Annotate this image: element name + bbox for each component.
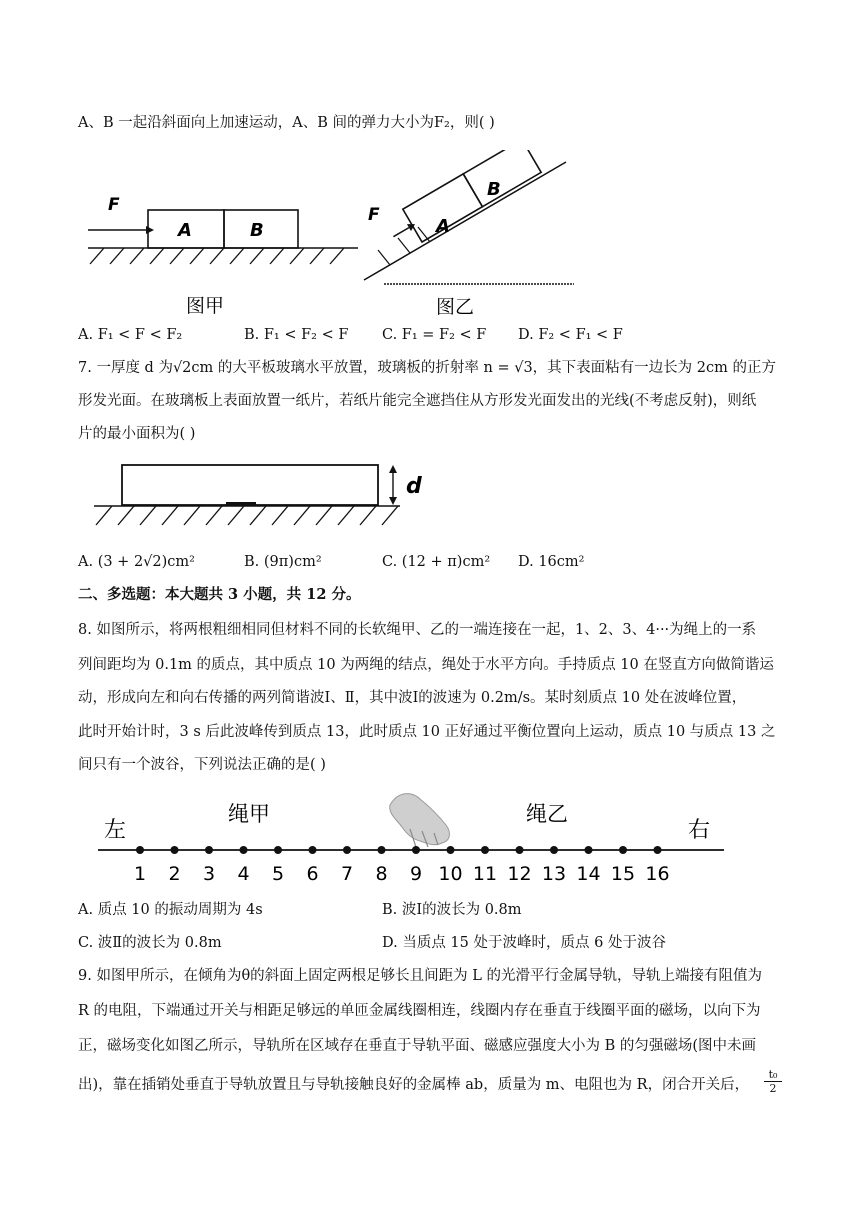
rope-figure — [90, 785, 730, 890]
q9-line-2: R 的电阻，下端通过开关与相距足够远的单匝金属线圈相连，线圈内存在垂直于线圈平面的磁场，以向下为 — [78, 1003, 761, 1019]
rope-points — [134, 846, 670, 885]
rope-point-6 — [309, 846, 317, 854]
rope-point-11 — [481, 846, 489, 854]
rope-point-label-4: 4 — [237, 863, 250, 885]
thickness-label: d — [406, 474, 422, 499]
rope-point-1 — [136, 846, 144, 854]
block-a-label: A — [436, 216, 450, 237]
rope-point-16 — [654, 846, 662, 854]
caption-jia: 图甲 — [186, 295, 225, 317]
rope-jia-label: 绳甲 — [228, 802, 270, 826]
glass-plate — [122, 465, 378, 505]
q6-option-c: C. F₁ = F₂ < F — [382, 327, 487, 343]
block-b — [463, 150, 541, 207]
rope-point-label-12: 12 — [507, 863, 532, 885]
rope-point-label-5: 5 — [271, 863, 285, 885]
rope-point-12 — [516, 846, 524, 854]
q6-option-d: D. F₂ < F₁ < F — [518, 327, 623, 343]
q8-line-2: 列间距均为 0.1m 的质点，其中质点 10 为两绳的结点，绳处于水平方向。手持质点 10 在竖直方向做简谐运 — [78, 657, 774, 673]
q9-line-1: 9. 如图甲所示，在倾角为θ的斜面上固定两根足够长且间距为 L 的光滑平行金属导轨，导轨上端接有阻值为 — [78, 968, 763, 984]
rope-point-13 — [550, 846, 558, 854]
rope-point-label-10: 10 — [438, 863, 463, 885]
caption-yi: 图乙 — [436, 296, 475, 318]
q8-line-4: 此时开始计时，3 s 后此波峰传到质点 13，此时质点 10 正好通过平衡位置向上运动，质点 10 与质点 13 之 — [78, 724, 776, 740]
block-b-label: B — [250, 220, 264, 241]
q6-option-b: B. F₁ < F₂ < F — [244, 327, 349, 343]
section-heading: 二、多选题：本大题共 3 小题，共 12 分。 — [78, 586, 361, 603]
rope-point-10 — [447, 846, 455, 854]
left-label: 左 — [104, 818, 127, 843]
q6-option-a: A. F₁ < F < F₂ — [78, 327, 183, 343]
rope-point-4 — [240, 846, 248, 854]
rope-point-2 — [171, 846, 179, 854]
q9-line-3: 正，磁场变化如图乙所示，导轨所在区域存在垂直于导轨平面、磁感应强度大小为 B 的匀强磁场(图中未画 — [78, 1038, 757, 1054]
q8-option-c: C. 波Ⅱ的波长为 0.8m — [78, 935, 222, 951]
rope-point-8 — [378, 846, 386, 854]
rope-point-label-15: 15 — [610, 863, 636, 885]
rope-yi-label: 绳乙 — [526, 802, 568, 826]
force-arrow — [393, 228, 409, 237]
rope-point-label-2: 2 — [168, 863, 181, 885]
incline-line — [364, 162, 566, 280]
rope-point-label-8: 8 — [375, 863, 388, 885]
q8-option-a: A. 质点 10 的振动周期为 4s — [78, 902, 263, 918]
block-b-label: B — [487, 179, 501, 200]
ground-hatch — [96, 506, 398, 525]
rope-point-label-7: 7 — [340, 863, 354, 885]
q8-line-3: 动，形成向左和向右传播的两列简谐波Ⅰ、Ⅱ，其中波Ⅰ的波速为 0.2m/s。某时刻质点 10 处在波峰位置， — [78, 690, 747, 706]
rope-point-label-3: 3 — [202, 863, 216, 885]
q7-option-b: B. (9π)cm² — [244, 554, 322, 570]
rope-point-label-1: 1 — [133, 863, 147, 885]
force-label: F — [108, 195, 120, 215]
q8-option-d: D. 当质点 15 处于波峰时，质点 6 处于波谷 — [382, 935, 666, 951]
q7-line-1: 7. 一厚度 d 为√2cm 的大平板玻璃水平放置，玻璃板的折射率 n = √3，其下表面粘有一边长为 2cm 的正方 — [78, 360, 776, 376]
q7-line-3: 片的最小面积为( ) — [78, 426, 196, 442]
rope-point-label-16: 16 — [645, 863, 670, 885]
fraction-denominator: 2 — [769, 1082, 777, 1095]
q9-fraction — [764, 1068, 782, 1095]
block-a-label: A — [178, 220, 192, 241]
rope-point-14 — [585, 846, 593, 854]
q6-stem: A、B 一起沿斜面向上加速运动，A、B 间的弹力大小为F₂，则( ) — [78, 115, 495, 131]
q8-line-1: 8. 如图所示，将两根粗细相同但材料不同的长软绳甲、乙的一端连接在一起，1、2、3、4···为绳上的一系 — [78, 622, 757, 638]
blocks-on-incline — [384, 150, 541, 253]
q7-line-2: 形发光面。在玻璃板上表面放置一纸片，若纸片能完全遮挡住从方形发光面发出的光线(不考虑反射)，则纸 — [78, 393, 757, 409]
rope-point-7 — [343, 846, 351, 854]
glass-plate-figure — [80, 455, 440, 541]
q8-option-b: B. 波Ⅰ的波长为 0.8m — [382, 902, 522, 918]
q7-option-a: A. (3 + 2√2)cm² — [78, 554, 195, 570]
rope-point-label-14: 14 — [576, 863, 601, 885]
force-label: F — [368, 205, 380, 225]
ground-hatch — [90, 248, 344, 264]
rope-point-label-9: 9 — [409, 863, 423, 885]
fraction-numerator: t₀ — [764, 1068, 782, 1082]
q7-option-c: C. (12 + π)cm² — [382, 554, 491, 570]
q8-line-5: 间只有一个波谷，下列说法正确的是( ) — [78, 757, 326, 773]
figure-yi — [360, 150, 575, 320]
rope-point-5 — [274, 846, 282, 854]
q9-line-4: 出)，靠在插销处垂直于导轨放置且与导轨接触良好的金属棒 ab，质量为 m、电阻也为 R，闭合开关后， — [78, 1077, 750, 1093]
q7-option-d: D. 16cm² — [518, 554, 585, 570]
rope-point-3 — [205, 846, 213, 854]
rope-point-15 — [619, 846, 627, 854]
rope-point-label-6: 6 — [306, 863, 319, 885]
right-label: 右 — [688, 818, 711, 843]
rope-point-9 — [412, 846, 420, 854]
figure-jia — [80, 188, 365, 318]
hand-icon — [390, 794, 450, 847]
rope-point-label-13: 13 — [541, 863, 567, 885]
rope-point-label-11: 11 — [472, 863, 498, 885]
